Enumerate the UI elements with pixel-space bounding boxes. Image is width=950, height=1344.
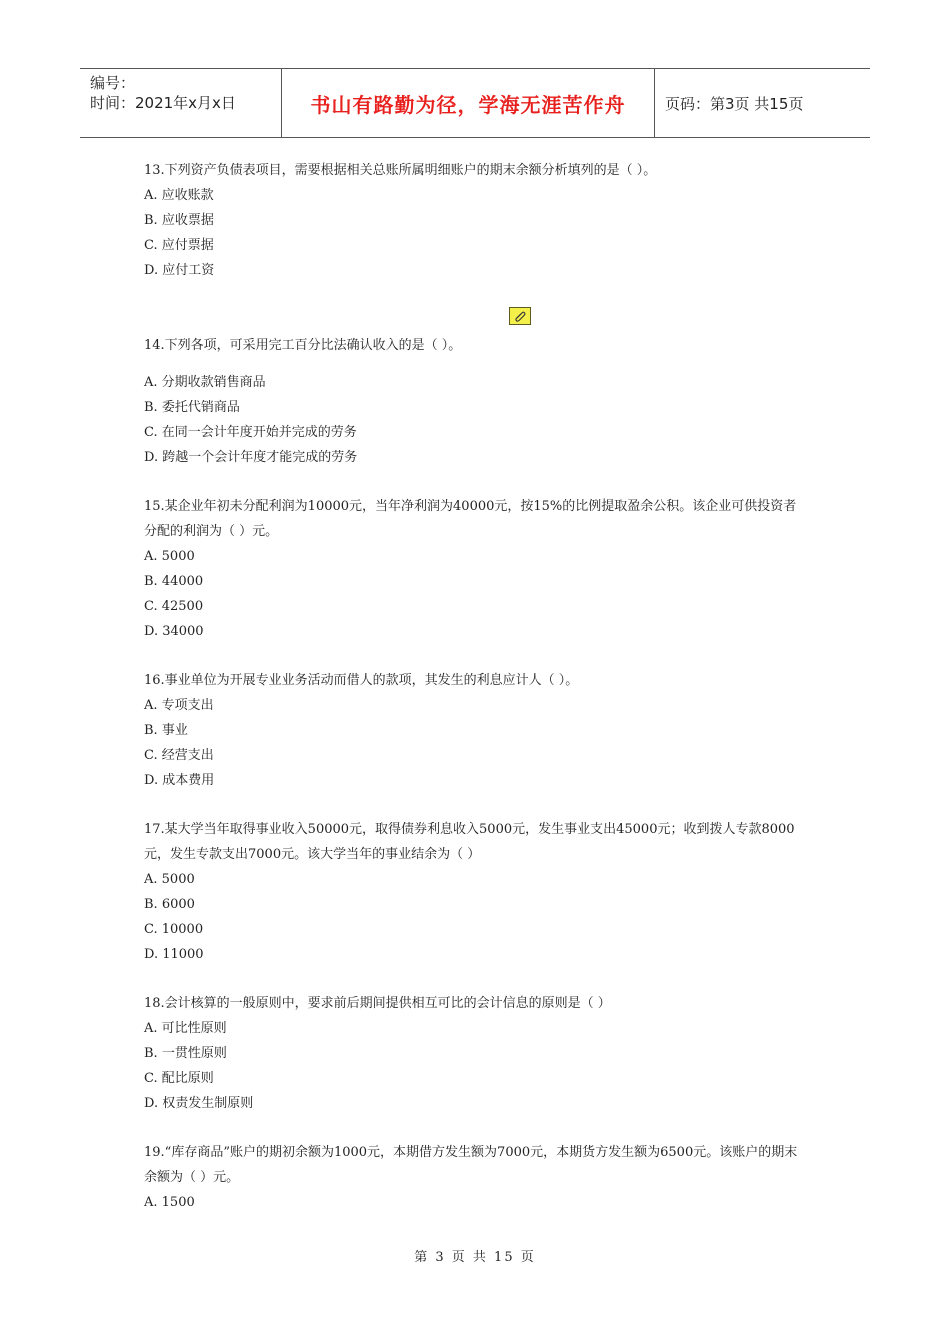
motto: 书山有路勤为径，学海无涯苦作舟: [310, 92, 626, 117]
option-d: D. 跨越一个会计年度才能完成的劳务: [144, 450, 358, 465]
option-c: C. 应付票据: [144, 238, 214, 253]
option-d: D. 成本费用: [144, 773, 215, 788]
question-14: [144, 333, 806, 470]
question-17: [144, 817, 806, 967]
question-text: 17.某大学当年取得事业收入50000元，取得债券利息收入5000元，发生事业支出45000元；收到拨人专款8000元，发生专款支出7000元。该大学当年的事业结余为（ ）: [144, 822, 795, 862]
page-info: 页码：第3页 共15页: [665, 94, 804, 113]
option-a: A. 应收账款: [144, 188, 214, 203]
option-c: C. 在同一会计年度开始并完成的劳务: [144, 425, 357, 440]
option-d: D. 11000: [144, 947, 204, 962]
question-13: [144, 158, 806, 283]
option-b: B. 6000: [144, 897, 195, 912]
question-text: 13.下列资产负债表项目，需要根据相关总账所属明细账户的期末余额分析填列的是（ ）。: [144, 163, 657, 178]
spacer: [144, 358, 806, 370]
option-d: D. 权责发生制原则: [144, 1096, 254, 1111]
question-text: 16.事业单位为开展专业业务活动而借人的款项，其发生的利息应计人（ ）。: [144, 673, 579, 688]
question-text: 19.“库存商品”账户的期初余额为1000元，本期借方发生额为7000元，本期货方发生额为6500元。该账户的期末余额为（ ）元。: [144, 1145, 798, 1185]
page-footer: 第 3 页 共 15 页: [414, 1250, 536, 1265]
option-a: A. 5000: [144, 872, 195, 887]
page-header: [80, 68, 870, 138]
option-b: B. 委托代销商品: [144, 400, 240, 415]
option-a: A. 可比性原则: [144, 1021, 227, 1036]
header-page-info-cell: [655, 69, 870, 137]
option-a: A. 1500: [144, 1195, 195, 1210]
question-18: [144, 991, 806, 1116]
option-a: A. 5000: [144, 549, 195, 564]
serial-label: 编号：: [90, 74, 136, 92]
option-c: C. 10000: [144, 922, 204, 937]
paperclip-icon-glyph: [514, 310, 526, 322]
option-c: C. 经营支出: [144, 748, 214, 763]
option-c: C. 42500: [144, 599, 204, 614]
question-text: 18.会计核算的一般原则中，要求前后期间提供相互可比的会计信息的原则是（ ）: [144, 996, 611, 1011]
header-motto-cell: [282, 69, 655, 137]
option-c: C. 配比原则: [144, 1071, 214, 1086]
option-d: D. 应付工资: [144, 263, 215, 278]
header-meta: [80, 69, 282, 137]
option-b: B. 一贯性原则: [144, 1046, 227, 1061]
paperclip-icon[interactable]: [509, 307, 531, 325]
option-a: A. 分期收款销售商品: [144, 375, 266, 390]
question-text: 15.某企业年初未分配利润为10000元，当年净利润为40000元，按15%的比例提取盈余公积。该企业可供投资者分配的利润为（ ）元。: [144, 499, 797, 539]
question-16: [144, 668, 806, 793]
option-b: B. 应收票据: [144, 213, 214, 228]
question-15: [144, 494, 806, 644]
option-b: B. 44000: [144, 574, 204, 589]
question-text: 14.下列各项，可采用完工百分比法确认收入的是（ ）。: [144, 338, 462, 353]
option-d: D. 34000: [144, 624, 204, 639]
question-19: [144, 1140, 806, 1215]
option-a: A. 专项支出: [144, 698, 214, 713]
option-b: B. 事业: [144, 723, 188, 738]
date-label: 时间：2021年x月x日: [90, 94, 236, 112]
question-list: [144, 158, 806, 1239]
